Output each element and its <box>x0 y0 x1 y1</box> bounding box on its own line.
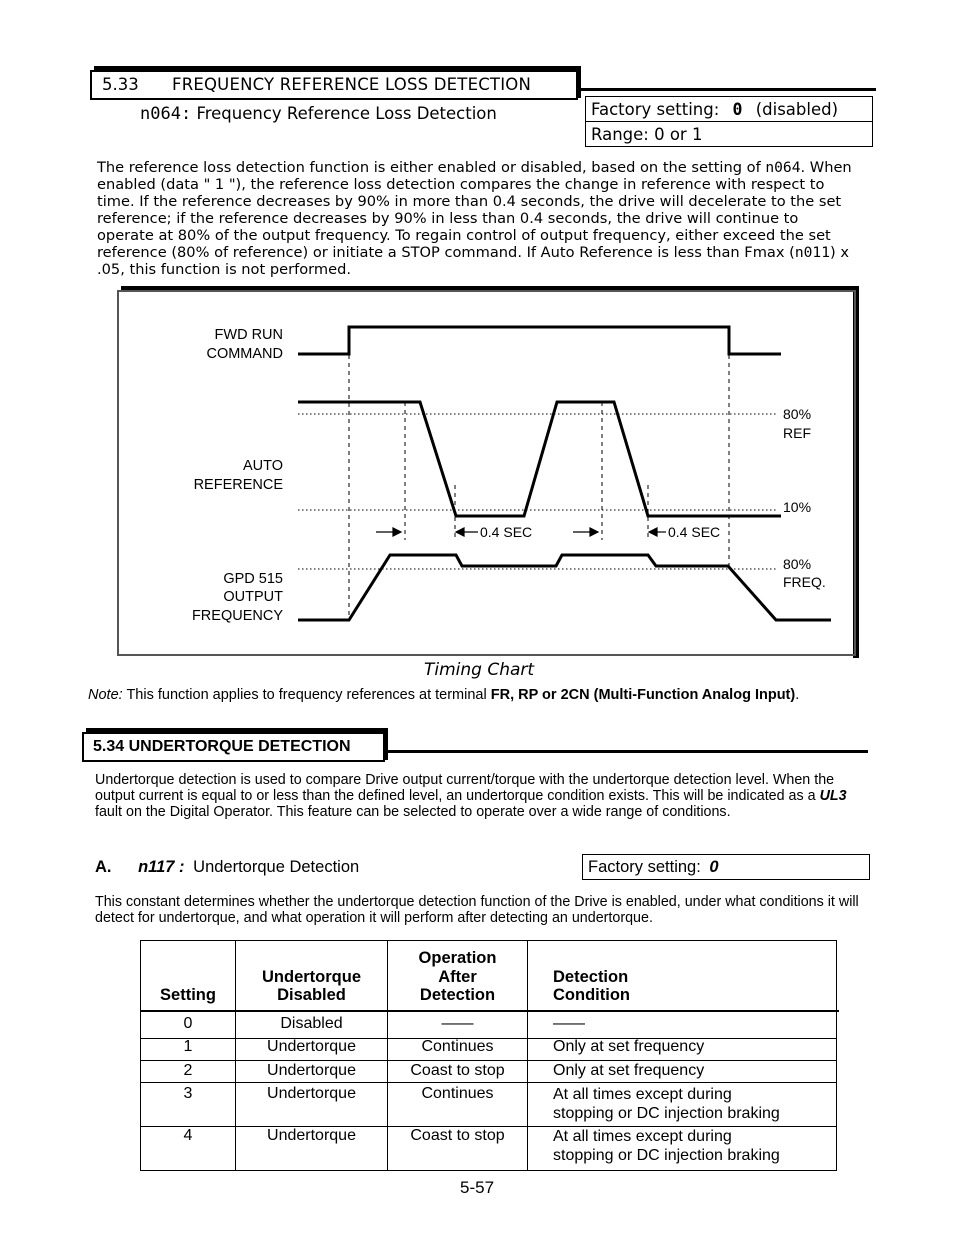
condition-line: stopping or DC injection braking <box>553 1147 780 1164</box>
factory-setting-box-n117 <box>582 854 870 880</box>
body-bold-code: UL3 <box>819 787 847 804</box>
condition-line: At all times except during <box>553 1086 732 1103</box>
header-undertorque-disabled <box>236 968 387 1004</box>
cell-condition: Only at set frequency <box>553 1062 705 1079</box>
cell-operation: Continues <box>421 1038 494 1055</box>
arrow-b-right-head <box>649 528 657 536</box>
label-80-ref-pct: 80% <box>783 406 812 422</box>
cell-disabled: Undertorque <box>267 1038 356 1055</box>
param-name: Frequency Reference Loss Detection <box>196 104 497 123</box>
arrow-a-left-head <box>393 528 401 536</box>
cell-operation: —— <box>441 1015 474 1032</box>
label-frequency: FREQUENCY <box>191 608 283 624</box>
cell-setting: 1 <box>183 1038 193 1055</box>
constant-description: This constant determines whether the undertorque detection function of the Drive is enabled, under what conditions it will detect for undertorque, and what operation it will perform after detecting an undertorque. <box>95 894 859 926</box>
note-prefix: Note: <box>88 687 123 703</box>
cell-setting: 0 <box>183 1015 193 1032</box>
cell-condition <box>553 1127 780 1165</box>
body-text: fault on the Digital Operator. This feature can be selected to operate over a wide range of conditions. <box>95 803 731 820</box>
range-cell: Range: 0 or 1 <box>586 122 873 147</box>
fwd-run-waveform <box>298 327 781 354</box>
cell-setting: 2 <box>183 1062 193 1079</box>
factory-note: (disabled) <box>755 99 839 119</box>
label-auto: AUTO <box>242 458 283 474</box>
factory-label: Factory setting: <box>588 857 701 876</box>
header-detection-condition <box>553 968 630 1004</box>
header-text: Undertorque <box>262 968 361 986</box>
item-letter: A. <box>95 858 112 876</box>
note-text: This function applies to frequency references at terminal <box>122 687 491 703</box>
header-text: Disabled <box>277 986 346 1004</box>
body-code: n011 <box>794 244 830 261</box>
factory-value: 0 <box>732 99 743 119</box>
label-output: OUTPUT <box>223 589 283 605</box>
section-534-title: 5.34 UNDERTORQUE DETECTION <box>93 738 351 755</box>
cell-operation: Coast to stop <box>410 1062 505 1079</box>
label-fwd-run: FWD RUN <box>214 327 283 343</box>
cell-disabled: Disabled <box>280 1015 343 1032</box>
header-text: Detection <box>419 986 496 1004</box>
label-reference: REFERENCE <box>193 477 283 493</box>
label-04-sec-b: 0.4 SEC <box>668 524 721 540</box>
section-533-number: 5.33 <box>102 75 139 94</box>
note-bold: FR, RP or 2CN (Multi-Function Analog Input) <box>490 687 796 703</box>
label-10-pct: 10% <box>783 499 812 515</box>
output-frequency-waveform <box>298 555 831 620</box>
arrow-a-right-head <box>456 528 464 536</box>
cell-disabled: Undertorque <box>267 1062 356 1079</box>
label-gpd515: GPD 515 <box>223 571 283 587</box>
label-80-ref: REF <box>783 425 811 441</box>
timing-chart-caption: Timing Chart <box>424 660 535 680</box>
cell-condition <box>553 1085 780 1123</box>
item-a-heading <box>95 858 359 877</box>
cell-condition: Only at set frequency <box>553 1038 705 1055</box>
cell-disabled: Undertorque <box>267 1127 356 1144</box>
header-setting: Setting <box>160 986 216 1004</box>
header-text: Condition <box>553 986 630 1004</box>
header-text: After <box>438 967 477 986</box>
item-code: n117 : <box>138 858 185 876</box>
factory-setting-cell <box>583 855 870 880</box>
undertorque-table <box>140 940 837 1171</box>
item-name: Undertorque Detection <box>193 858 360 876</box>
condition-line: At all times except during <box>553 1128 732 1145</box>
body-text: Undertorque detection is used to compare Drive output current/torque with the undertorque detection level. When the output current is equal to or less than the defined level, an undertorque condition exists. This will be indicated as a <box>95 772 835 804</box>
cell-condition: —— <box>553 1015 585 1032</box>
condition-line: stopping or DC injection braking <box>553 1105 780 1122</box>
cell-operation: Coast to stop <box>410 1127 505 1144</box>
cell-setting: 3 <box>183 1085 193 1102</box>
note-line <box>88 687 799 703</box>
body-code: n064 <box>765 159 801 176</box>
cell-operation: Continues <box>421 1085 494 1102</box>
cell-setting: 4 <box>183 1127 193 1144</box>
factory-value: 0 <box>709 857 719 876</box>
label-80-freq-pct: 80% <box>783 556 812 572</box>
factory-label: Factory setting: <box>591 99 720 119</box>
note-end: . <box>795 687 800 703</box>
label-04-sec-a: 0.4 SEC <box>480 524 533 540</box>
header-operation <box>388 949 527 1005</box>
section-533-title: FREQUENCY REFERENCE LOSS DETECTION <box>172 75 532 94</box>
auto-reference-waveform <box>298 402 781 516</box>
param-code: n064: <box>140 104 192 124</box>
cell-disabled: Undertorque <box>267 1085 356 1102</box>
body-text: The reference loss detection function is either enabled or disabled, based on the setting of <box>97 159 766 176</box>
label-command: COMMAND <box>206 346 283 362</box>
body-text: ) x .05, this function is not performed. <box>97 244 849 278</box>
section-534-body <box>95 773 865 820</box>
header-text: Operation <box>418 949 497 967</box>
arrow-b-left-head <box>590 528 598 536</box>
body-text: . When enabled (data " 1 "), the reference loss detection compares the change in reference with respect to time. If the reference decreases by 90% in more than 0.4 seconds, the drive will decelerate to the set reference; if the reference decreases by 90% in less than 0.4 seconds, the drive will continue to operate at 80% of the output frequency. To regain control of output frequency, either exceed the set reference (80% of reference) or initiate a STOP command. If Auto Reference is less than Fmax ( <box>97 159 852 261</box>
label-80-freq: FREQ. <box>783 574 826 590</box>
header-text: Detection <box>553 968 629 986</box>
page-number: 5-57 <box>460 1178 495 1197</box>
